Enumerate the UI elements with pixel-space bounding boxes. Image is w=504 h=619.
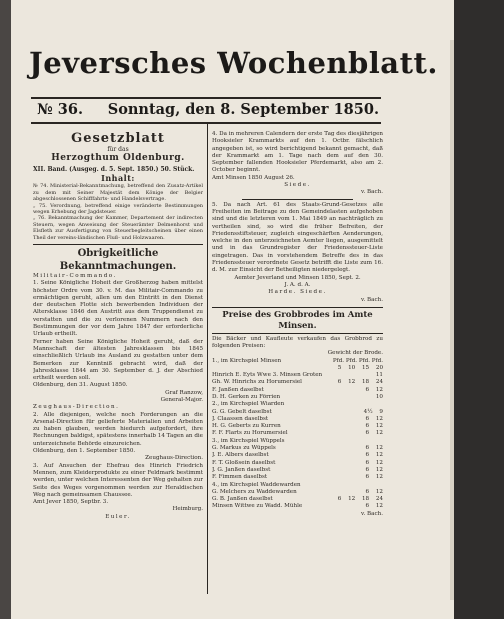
right-column [212,131,383,595]
inhalt-title: Inhalt: [101,173,135,184]
paragraph: 4. Da in mehreren Calendern der erste Tag des diesjährigen Hooksieler Krammarkts auf den 1. Octbr. fälschlich angegeben ist, so wird berichtigend bekannt gemacht, daß der Krammarkt am 1. Tage nach dem auf den 30. September fallenden Hooksieler Pferdemarkt, also am 2. October beginnt. [212,131,383,174]
price-row-name: J. Claassen daselbst [212,415,269,422]
signature: Harde. Siede. [268,289,327,296]
preise-intro: Die Bäcker und Kaufleute verkaufen das Grobbrod zu folgenden Preisen: [212,335,383,349]
price-row-name: D. H. Gerken zu Förrien [212,394,281,400]
price-row-values: 6 12 [365,488,383,495]
dateline: Aemter Jeverland und Minsen 1850, Sept. 2. [234,274,361,281]
preise-header [212,350,383,357]
paragraph: Ferner haben Seine Königliche Hoheit geruht, daß der Mannschaft der ältesten Jahresklassen bis 1845 einschließlich Urlaub ins Ausland zu gestatten unter dem Bemerken zur Kenntniß gebracht wird, daß der Jahresklasse 1844 am 30. September d. J. der Abschied ertheilt werden soll. [33,338,203,382]
price-row-values: 6 12 [365,459,383,466]
dateline: Oldenburg, den 1. September 1850. [33,448,136,455]
paragraph: 2. Alle diejenigen, welche noch Forderungen an die Arsenal-Direction für gelieferte Materialien und Arbeiten zu haben glauben, werden hiedurch aufgefordert, ihre Rechnungen baldigst, spätestens innerhalb 14 Tagen an die unterzeichnete Behörde einzureichen. [33,411,203,447]
signature: v. Bach. [360,189,383,196]
price-row [212,438,383,445]
weights: 5 10 15 20 [337,364,383,371]
book-spine [0,0,11,619]
paragraph: 5. Da nach Art. 61 des Staats-Grund-Gesetzes alle Freiheiten im Beitrage zu den Gemeindelasten aufgehoben sind und die letzteren vom 1. Mai 1849 an nachträglich zu vertheilen sind, so wird die früher Befreiten, der Friedensstiftsteuer, zugleich eingeschärften Aenderungen, welche in den unterzeichneten Aemter liegen, ausgemittelt und in das Grundregister der Friedenssteuer-Liste eingetragen. Das in vorstehendem Betreffe des in das Friedenssteuer verordnete Gesetz betrifft die Liste zum 16. d. M. zur Einsicht der Betheiligten niedergelegt. [212,201,383,274]
zeughaus-head: Zeughaus-Direction. [33,404,120,411]
price-row [212,496,383,503]
newspaper-page [11,0,454,619]
price-row-values: 6 12 [365,430,383,437]
price-row [212,467,383,474]
inhalt-item: № 74. Ministerial-Bekanntmachung, betreffend den Zusatz-Artikel zu dem mit Seiner Majestät dem Könige der Belgier abgeschlossenen Schifffahrts- und Handelsvertrage. [33,183,203,203]
price-row-values: 6 12 [365,415,383,422]
issue-line [37,101,379,118]
signature: Euler. [105,513,131,520]
price-row-name: Minsen Wittwe zu Wadd. Mühle [212,503,303,510]
price-row-name: F. F. Flarts zu Horumersiel [212,430,288,437]
signature: Graf Ranzow, [165,389,203,396]
dateline: Amt Minsen 1850 August 26. [212,174,295,181]
price-row [212,423,383,430]
section-rule [33,244,203,245]
masthead-title: Jeversches Wochenblatt. [29,46,438,80]
issue-number: № 36. [37,101,84,118]
dateline: Oldenburg, den 31. August 1850. [33,382,128,389]
dateline: Amt Jever 1850, Septbr. 3. [33,499,109,506]
price-row-values: 6 12 18 24 [337,379,383,386]
price-row-name: G. B. Janßen daselbst [212,496,273,503]
gesetzblatt-title: Gesetzblatt [71,131,165,146]
price-row-name: 2., im Kirchspiel Wiarden [212,401,285,408]
price-row [212,416,383,423]
inhalt-item: „ 75. Verordnung, betreffend einige veränderte Bestimmungen wegen Erhebung der Jagdsteuer. [33,202,203,215]
price-row-name: J. E. Albers daselbst [212,452,269,459]
left-column [33,131,203,595]
price-row-values: 6 12 [365,445,383,452]
paragraph: 3. Auf Ansuchen der Ehefrau des Hinrich Friedrich Mennen, zum Kleiderprodukte zu einer Feldmark bestimmt werden, unter welchen Interessenten der Weg gehalten zur Seite des Weges vorgenommen werden zur Heraldischen Weg nach gemeinsamen Chaussee. [33,462,203,498]
section-rule [212,307,383,308]
preise-title: Preise des Grobbrodes im Amte Minsen. [222,309,373,331]
gesetzblatt-band: XII. Band. (Ausgeg. d. 5. Sept. 1850.) 50. Stück. [33,166,195,173]
price-row [212,394,383,401]
price-row [212,482,383,489]
price-row-name: Hinrich E. Eyts Wwe 3. Minsen Groten [212,372,323,379]
signature: Heimburg. [172,506,203,513]
price-row-values: 6 12 [365,386,383,393]
price-row-name: F. Fimmen daselbst [212,474,268,481]
price-row [212,452,383,459]
issue-date: Sonntag, den 8. September 1850. [107,101,379,118]
column-divider [207,124,208,594]
price-row [212,445,383,452]
price-row [212,503,383,510]
signature: v. Bach. [360,296,383,303]
price-row [212,460,383,467]
signature: General-Major. [160,397,203,403]
price-row-name: 4., im Kirchspiel Waddewarden [212,481,301,488]
price-row-values: 6 12 [365,466,383,473]
signature: v. Bach. [360,510,383,517]
subheading: 1., im Kirchspiel Minsen [212,357,282,364]
price-row-values: 6 12 [365,503,383,510]
book-edge [452,0,504,619]
price-row [212,372,383,379]
price-row [212,409,383,416]
signature: Zeughaus-Direction. [145,455,203,462]
price-row-values: 6 12 18 24 [337,496,383,503]
price-row [212,489,383,496]
price-row [212,379,383,386]
price-table [212,372,383,511]
price-row-name: H. G. Geberts zu Kurren [212,423,281,430]
obrigkeitliche-title: Obrigkeitliche Bekanntmachungen. [59,247,177,272]
price-row-name: 3., im Kirchspiel Wüppels [212,437,285,444]
militair-head: Militair-Commando. [33,272,117,279]
page-fold [450,40,454,600]
price-row-values: 4½ 9 [363,408,383,415]
gesetzblatt-herzogthum: Herzogthum Oldenburg. [51,153,185,163]
price-row-name: G. G. Gebelt daselbst [212,408,272,415]
price-row [212,430,383,437]
signature: J. A. d. A. [284,281,311,288]
price-row-values: 10 [375,394,383,400]
units: Pfd. Pfd. Pfd. Pfd. [332,357,383,364]
paragraph: 1. Seine Königliche Hoheit der Großherzog haben mittelst höchster Ordre vom 30. v. M. das Militair-Commando zu ermächtigen geruht, allen um den Eintritt in den Dienst der deutschen Flotte sich bewerbenden Individuen der Altersklasse 1846 den Austritt aus dem Truppendienst zu verstatten und die zu verlorenen Nummern nach den Bestimmungen der vor dem Jahre 1847 der erforderliche Urlaub ertheilt. [33,280,203,338]
section-rule [212,333,383,334]
price-row-name: G. Melchers zu Waddewarden [212,488,297,495]
preise-units [212,358,383,365]
price-row-values: 6 12 [365,474,383,481]
price-row-name: F. T. Gloßsein daselbst [212,459,276,466]
short-rule [242,199,353,200]
masthead-rule [31,97,381,99]
price-row-values: 6 12 [365,452,383,459]
preise-weights [212,365,383,372]
price-row [212,387,383,394]
price-row-name: J. G. Janßen daselbst [212,466,271,473]
price-row-values: 11 [375,372,383,379]
price-row [212,401,383,408]
price-row-values: 6 12 [365,423,383,430]
price-row [212,474,383,481]
signature: Siede. [284,182,311,189]
gesetzblatt-fuer: für das [107,146,129,153]
inhalt-item: „ 76. Bekanntmachung der Kammer, Departement der indirecten Steuern, wegen Anweisung der Steuerämter Delmenhorst und Elsfleth zur Ausfertigung von Steuerbegleitscheinen über einen Theil der vereins-ländischen Fluß- und Holzwaaren. [33,215,203,241]
issue-rule [31,122,381,124]
weight-header: Gewicht der Brode. [327,350,383,357]
price-row-name: Gh. W. Hinrichs zu Horumersiel [212,379,302,386]
price-row-name: G. Markus zu Wüppels [212,445,276,452]
price-row-name: F. Janßen daselbst [212,386,264,393]
